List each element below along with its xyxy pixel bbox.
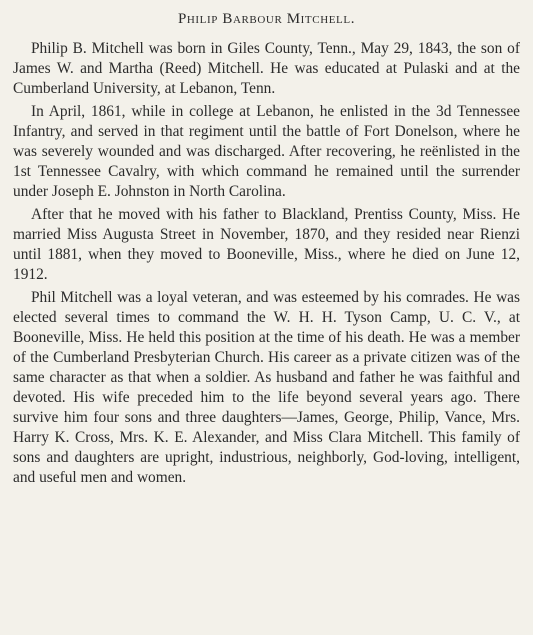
paragraph-birth-education: Philip B. Mitchell was born in Giles County, Tenn., May 29, 1843, the son of James W. and Martha (Reed) Mitchell. He was educated at Pulaski and at the Cumberland University, at Lebanon, Tenn.	[13, 40, 520, 97]
paragraph-marriage-residence: After that he moved with his father to Blackland, Prentiss County, Miss. He married Miss Augusta Street in November, 1870, and they resided near Rienzi until 1881, when they moved to Booneville, Miss., where he died on June 12, 1912.	[13, 206, 520, 283]
article-title: Philip Barbour Mitchell.	[177, 11, 356, 27]
paragraph-character-family: Phil Mitchell was a loyal veteran, and was esteemed by his comrades. He was elected several times to command the W. H. H. Tyson Camp, U. C. V., at Booneville, Miss. He held this position at the time of his death. He was a member of the Cumberland Presbyterian Church. His career as a private citizen was of the same character as that when a soldier. As husband and father he was faithful and devoted. His wife preceded him to the life beyond several years ago. There survive him four sons and three daughters—James, George, Philip, Vance, Mrs. Harry K. Cross, Mrs. K. E. Alexander, and Miss Clara Mitchell. This family of sons and daughters are upright, industrious, neighborly, God-loving, intelligent, and useful men and women.	[13, 289, 520, 486]
paragraph-military-service: In April, 1861, while in college at Lebanon, he enlisted in the 3d Tennessee Infantry, and served in that regiment until the battle of Fort Donelson, where he was severely wounded and was discharged. After recovering, he reënlisted in the 1st Tennessee Cavalry, with which command he remained until the surrender under Joseph E. Johnston in North Carolina.	[13, 103, 520, 200]
